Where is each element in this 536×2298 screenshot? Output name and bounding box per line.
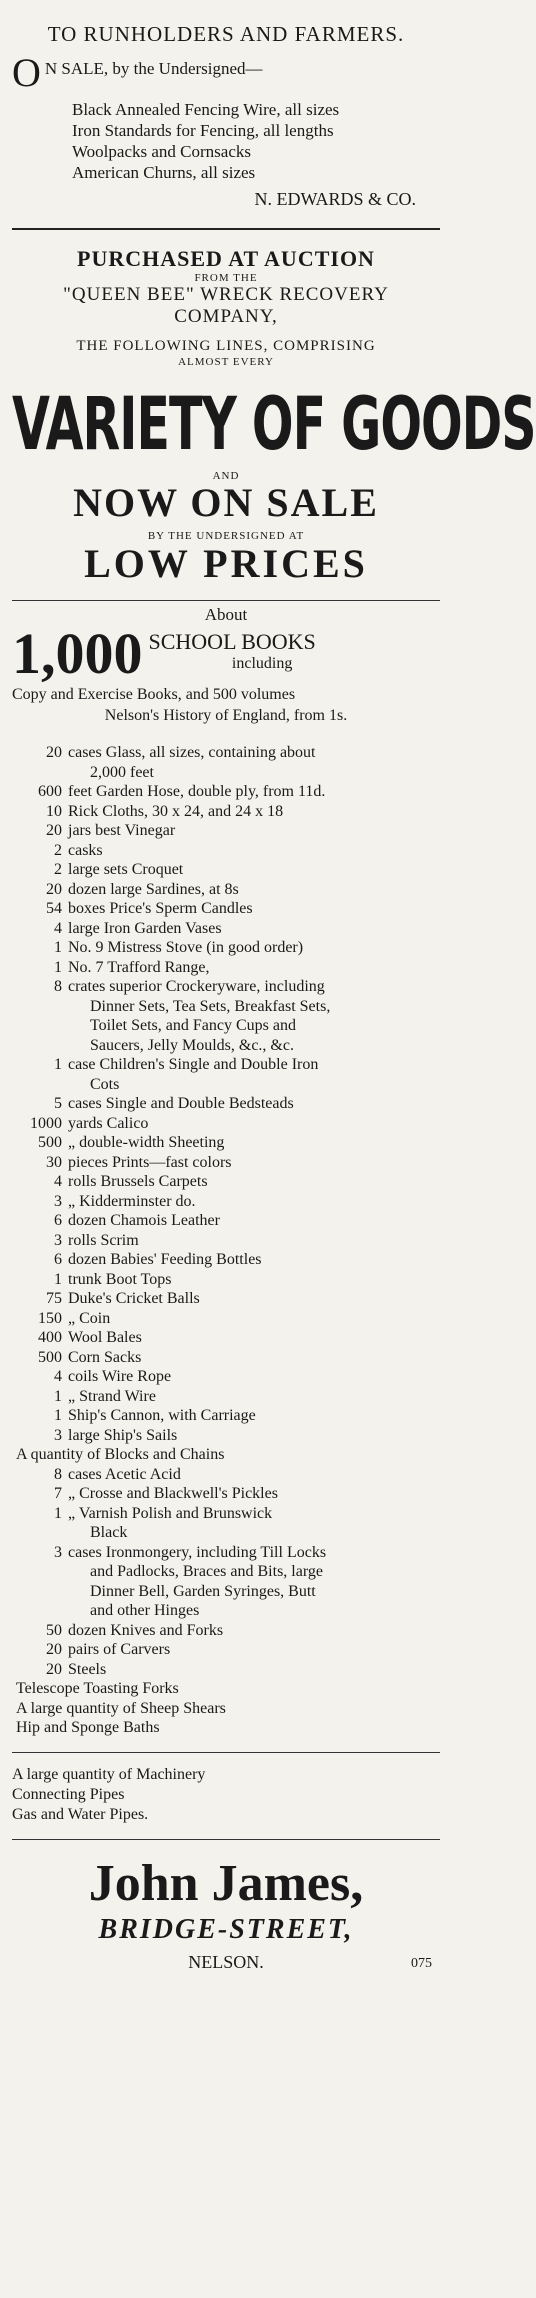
goods-description: Dinner Bell, Garden Syringes, Butt [90,1582,316,1600]
fencing-item: Iron Standards for Fencing, all lengths [72,121,334,140]
goods-item [12,880,440,900]
divider [12,1752,440,1753]
goods-item [12,1601,440,1621]
goods-item [12,938,440,958]
goods-quantity: 4 [54,919,62,937]
goods-description: case Children's Single and Double Iron [68,1056,319,1073]
goods-description: jars best Vinegar [68,822,176,839]
goods-description: dozen Chamois Leather [68,1212,220,1229]
books-line: Copy and Exercise Books, and 500 volumes [12,686,296,703]
fencing-item: Black Annealed Fencing Wire, all sizes [72,100,340,119]
goods-description: yards Calico [68,1114,149,1132]
goods-item [12,1523,440,1543]
goods-description: dozen Babies' Feeding Bottles [68,1251,262,1268]
goods-description: dozen Knives and Forks [68,1621,224,1639]
goods-item [12,1309,440,1329]
goods-description: Wool Bales [68,1329,142,1346]
goods-quantity: 54 [46,900,62,917]
machinery-line: Connecting Pipes [12,1785,125,1803]
almost-every: ALMOST EVERY [178,356,274,368]
goods-item [12,1348,440,1368]
goods-quantity: 1 [54,1504,62,1522]
goods-item [12,1114,440,1134]
goods-quantity: 6 [54,1212,62,1229]
goods-item [12,1621,440,1641]
goods-quantity [12,1601,68,1621]
goods-item [12,743,440,763]
goods-quantity: 2 [54,841,62,859]
fencing-item: Woolpacks and Cornsacks [72,142,251,161]
goods-quantity: 3 [54,1426,62,1444]
and-label: AND [212,470,240,482]
goods-quantity: 3 [54,1192,62,1210]
goods-quantity: 500 [38,1348,62,1366]
goods-quantity: 2 [54,861,62,878]
goods-item [12,1465,440,1485]
books-line: Nelson's History of England, from 1s. [104,707,348,724]
goods-description: Hip and Sponge Baths [16,1719,160,1736]
goods-quantity: 1000 [30,1114,62,1132]
goods-item [12,1679,440,1699]
on-sale-block [12,50,440,95]
goods-item [12,1484,440,1504]
goods-quantity: 500 [38,1134,62,1151]
goods-quantity: 1 [54,1407,62,1424]
low-prices-heading: LOW PRICES [84,541,368,586]
goods-item [12,1192,440,1212]
goods-item [12,1406,440,1426]
goods-description: Steels [68,1660,107,1678]
goods-quantity: 600 [38,783,62,800]
goods-quantity: 8 [54,978,62,995]
goods-quantity [12,1036,68,1056]
goods-description: „ Varnish Polish and Brunswick [68,1504,273,1522]
goods-quantity: 20 [46,822,62,839]
on-sale-text: N SALE, by the Undersigned— [44,59,263,78]
goods-item [12,1172,440,1192]
goods-item [12,899,440,919]
goods-quantity: 7 [54,1485,62,1502]
goods-description: Duke's Cricket Balls [68,1290,200,1307]
books-title: SCHOOL BOOKS [148,629,316,654]
goods-item [12,1289,440,1309]
goods-quantity: 400 [38,1329,62,1346]
goods-quantity: 1 [54,958,62,976]
books-count: 1,000 [12,621,143,686]
goods-description: cases Acetic Acid [68,1465,181,1483]
merchant-name: John James, [88,1854,364,1912]
goods-item [12,977,440,997]
goods-description: No. 7 Trafford Range, [68,958,210,976]
goods-quantity: 20 [46,1660,62,1678]
machinery-line: A large quantity of Machinery [12,1765,206,1783]
goods-quantity [12,763,68,783]
goods-item [12,1445,440,1465]
goods-description: 2,000 feet [90,763,154,781]
goods-description: large Ship's Sails [68,1426,178,1444]
goods-item [12,841,440,861]
goods-item [12,1094,440,1114]
goods-item [12,1543,440,1563]
goods-quantity: 3 [54,1543,62,1561]
from-the-label: FROM THE [194,272,258,284]
goods-quantity: 20 [46,880,62,898]
goods-quantity: 8 [54,1465,62,1483]
following-lines: THE FOLLOWING LINES, COMPRISING [76,338,376,354]
goods-quantity: 4 [54,1173,62,1190]
fencing-items [72,99,440,183]
goods-description: crates superior Crockeryware, including [68,978,325,995]
goods-description: A quantity of Blocks and Chains [16,1446,225,1463]
goods-item [12,1153,440,1173]
goods-quantity [12,1075,68,1095]
divider [12,228,440,230]
variety-of-goods-heading: VARIETY OF GOODS [12,381,536,467]
goods-item [12,1036,440,1056]
goods-description: dozen large Sardines, at 8s [68,880,239,898]
goods-item [12,802,440,822]
divider [12,1839,440,1840]
goods-description: „ Strand Wire [68,1387,156,1405]
ad-code: 075 [411,1955,432,1971]
goods-quantity: 20 [46,744,62,761]
street-name: BRIDGE-STREET, [98,1913,354,1945]
goods-description: pairs of Carvers [68,1641,171,1658]
goods-item [12,919,440,939]
goods-item [12,997,440,1017]
edwards-signature: N. EDWARDS & CO. [254,189,416,209]
goods-item [12,1718,440,1738]
goods-item [12,1660,440,1680]
goods-item [12,1231,440,1251]
goods-description: pieces Prints—fast colors [68,1153,232,1171]
goods-quantity [12,1582,68,1602]
goods-quantity: 1 [54,939,62,956]
goods-description: „ Coin [68,1309,111,1327]
machinery-block [12,1765,440,1825]
goods-quantity [12,997,68,1017]
goods-description: feet Garden Hose, double ply, from 11d. [68,783,326,800]
goods-quantity: 6 [54,1251,62,1268]
goods-description: „ Kidderminster do. [68,1192,196,1210]
goods-item [12,1562,440,1582]
goods-quantity: 150 [38,1309,62,1327]
goods-quantity: 10 [46,802,62,820]
goods-description: „ Crosse and Blackwell's Pickles [68,1485,278,1502]
school-books-block [12,621,440,686]
queen-bee-line: "QUEEN BEE" WRECK RECOVERY [63,284,389,305]
books-title-block [149,629,316,673]
goods-quantity [12,1016,68,1036]
goods-description: cases Glass, all sizes, containing about [68,744,316,761]
divider [12,600,440,601]
goods-description: trunk Boot Tops [68,1270,172,1288]
goods-item [12,1582,440,1602]
goods-quantity: 50 [46,1621,62,1639]
goods-description: boxes Price's Sperm Candles [68,900,253,917]
goods-description: A large quantity of Sheep Shears [16,1699,226,1717]
goods-item [12,763,440,783]
goods-quantity: 1 [54,1056,62,1073]
goods-description: Rick Cloths, 30 x 24, and 24 x 18 [68,802,284,820]
goods-quantity: 5 [54,1095,62,1112]
goods-item [12,1328,440,1348]
company-line: COMPANY, [174,306,278,327]
goods-description: and Padlocks, Braces and Bits, large [90,1563,323,1580]
goods-item [12,1133,440,1153]
goods-description: cases Ironmongery, including Till Locks [68,1543,327,1561]
fencing-item: American Churns, all sizes [72,163,256,182]
runholders-heading: TO RUNHOLDERS AND FARMERS. [47,22,405,46]
goods-item [12,1250,440,1270]
goods-item [12,860,440,880]
goods-quantity [12,1523,68,1543]
goods-description: Corn Sacks [68,1348,142,1366]
goods-item [12,1426,440,1446]
town-name: NELSON. [188,1951,264,1972]
goods-description: Dinner Sets, Tea Sets, Breakfast Sets, [90,997,331,1015]
goods-item [12,1211,440,1231]
goods-description: Telescope Toasting Forks [16,1680,179,1697]
including-label: including [231,655,293,672]
goods-description: Ship's Cannon, with Carriage [68,1407,256,1424]
goods-item [12,1055,440,1075]
by-undersigned: BY THE UNDERSIGNED AT [147,530,305,542]
goods-item [12,1387,440,1407]
goods-quantity: 4 [54,1368,62,1385]
goods-description: rolls Brussels Carpets [68,1173,208,1190]
goods-description: large sets Croquet [68,861,184,878]
goods-item [12,1699,440,1719]
auction-heading: PURCHASED AT AUCTION [77,246,375,271]
goods-quantity: 1 [54,1270,62,1288]
goods-quantity [12,1562,68,1582]
goods-item [12,1640,440,1660]
goods-description: casks [68,841,103,859]
goods-item [12,1504,440,1524]
goods-item [12,1270,440,1290]
goods-item [12,821,440,841]
goods-description: and other Hinges [90,1602,200,1619]
goods-quantity: 75 [46,1290,62,1307]
goods-item [12,958,440,978]
goods-item [12,782,440,802]
goods-item [12,1016,440,1036]
drop-cap: O [12,50,41,95]
town-line [12,1952,440,1973]
goods-description: No. 9 Mistress Stove (in good order) [68,939,304,956]
now-on-sale-heading: NOW ON SALE [73,480,379,525]
goods-list [12,743,440,1738]
goods-description: large Iron Garden Vases [68,919,222,937]
goods-description: Black [90,1524,128,1541]
goods-quantity: 3 [54,1231,62,1249]
machinery-line: Gas and Water Pipes. [12,1805,149,1823]
goods-description: Cots [90,1075,120,1093]
goods-description: Toilet Sets, and Fancy Cups and [90,1017,296,1034]
goods-quantity: 20 [46,1641,62,1658]
goods-description: cases Single and Double Bedsteads [68,1095,294,1112]
goods-description: coils Wire Rope [68,1368,172,1385]
goods-description: Saucers, Jelly Moulds, &c., &c. [90,1036,294,1054]
goods-quantity: 30 [46,1153,62,1171]
goods-item [12,1075,440,1095]
goods-description: „ double-width Sheeting [68,1134,225,1151]
about-label: About [204,605,248,624]
goods-quantity: 1 [54,1387,62,1405]
goods-item [12,1367,440,1387]
goods-description: rolls Scrim [68,1231,139,1249]
